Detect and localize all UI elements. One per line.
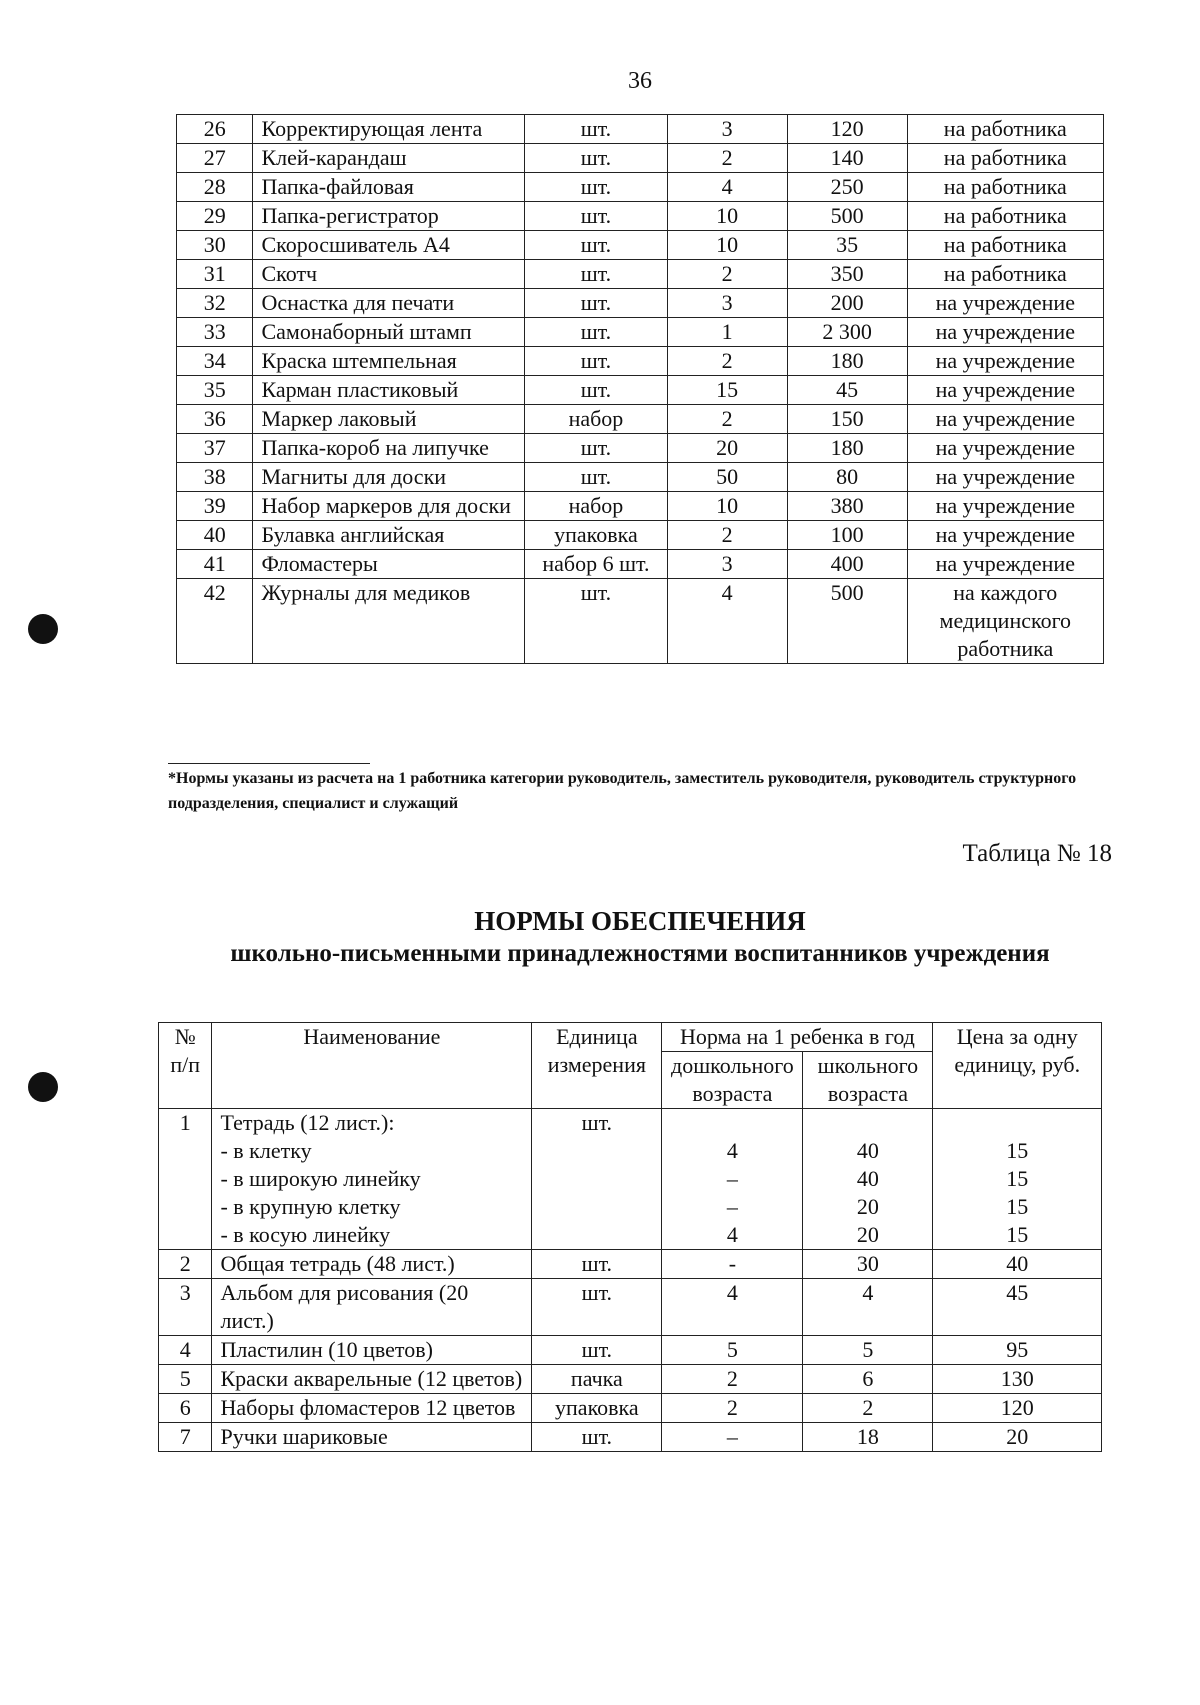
binder-hole-mark <box>28 1072 58 1102</box>
row-name: Папка-короб на липучке <box>253 434 525 463</box>
table-row <box>177 434 1104 463</box>
sub-item-school: 20 <box>856 1194 879 1219</box>
table-row <box>177 173 1104 202</box>
table-row <box>177 260 1104 289</box>
row-name: Набор маркеров для доски <box>253 492 525 521</box>
row-unit: шт. <box>525 463 667 492</box>
table-row <box>159 1109 1102 1250</box>
row-qty: 4 <box>667 173 787 202</box>
row-preschool: 2 <box>662 1365 803 1394</box>
row-price: 200 <box>787 289 907 318</box>
row-num: 37 <box>177 434 253 463</box>
row-price: 45 <box>787 376 907 405</box>
row-qty: 3 <box>667 550 787 579</box>
row-price: 380 <box>787 492 907 521</box>
row-num: 35 <box>177 376 253 405</box>
row-unit: шт. <box>532 1250 662 1279</box>
row-name: Папка-регистратор <box>253 202 525 231</box>
row-num: 36 <box>177 405 253 434</box>
row-note: на работника <box>907 260 1103 289</box>
row-qty: 2 <box>667 260 787 289</box>
sub-item-price: 15 <box>1006 1166 1029 1191</box>
table-row <box>177 550 1104 579</box>
row-unit: набор <box>525 405 667 434</box>
row-unit: шт. <box>525 376 667 405</box>
header-num: № п/п <box>159 1023 212 1109</box>
header-preschool: дошкольного возраста <box>662 1052 803 1109</box>
row-qty: 20 <box>667 434 787 463</box>
row-price <box>933 1109 1102 1250</box>
row-name: Наборы фломастеров 12 цветов <box>212 1394 532 1423</box>
sub-item-price: 15 <box>1006 1138 1029 1163</box>
row-name: Магниты для доски <box>253 463 525 492</box>
table-row <box>177 318 1104 347</box>
row-school <box>803 1109 933 1250</box>
table-row <box>177 289 1104 318</box>
row-qty: 50 <box>667 463 787 492</box>
row-note: на учреждение <box>907 492 1103 521</box>
sub-item-preschool: – <box>726 1166 738 1191</box>
row-unit: набор 6 шт. <box>525 550 667 579</box>
table-row <box>159 1250 1102 1279</box>
sub-item-name: - в крупную клетку <box>220 1194 401 1219</box>
row-num: 31 <box>177 260 253 289</box>
row-name: Корректирующая лента <box>253 115 525 144</box>
norms-table-body <box>159 1109 1102 1452</box>
row-school: 30 <box>803 1250 933 1279</box>
row-unit: шт. <box>525 144 667 173</box>
row-name: Карман пластиковый <box>253 376 525 405</box>
row-price: 250 <box>787 173 907 202</box>
row-note: на работника <box>907 173 1103 202</box>
table-row <box>177 405 1104 434</box>
footnote-rule <box>168 763 370 764</box>
row-name: Краска штемпельная <box>253 347 525 376</box>
row-unit: шт. <box>525 231 667 260</box>
row-qty: 2 <box>667 347 787 376</box>
table-row <box>159 1279 1102 1336</box>
row-num: 34 <box>177 347 253 376</box>
row-name: Папка-файловая <box>253 173 525 202</box>
table-row <box>177 579 1104 664</box>
row-qty: 10 <box>667 202 787 231</box>
table-row <box>177 144 1104 173</box>
row-title: Тетрадь (12 лист.): <box>220 1110 395 1135</box>
row-price: 150 <box>787 405 907 434</box>
row-note: на учреждение <box>907 289 1103 318</box>
header-unit: Единица измерения <box>532 1023 662 1109</box>
row-note: на учреждение <box>907 376 1103 405</box>
row-school: 2 <box>803 1394 933 1423</box>
row-unit: шт. <box>525 434 667 463</box>
row-price: 40 <box>933 1250 1102 1279</box>
norms-table-header <box>159 1023 1102 1109</box>
school-supplies-norms-table <box>158 1022 1102 1452</box>
row-preschool <box>662 1109 803 1250</box>
row-qty: 15 <box>667 376 787 405</box>
row-unit: упаковка <box>532 1394 662 1423</box>
row-num: 33 <box>177 318 253 347</box>
row-num: 32 <box>177 289 253 318</box>
row-name: Фломастеры <box>253 550 525 579</box>
row-note: на учреждение <box>907 521 1103 550</box>
sub-item-name: - в косую линейку <box>220 1222 391 1247</box>
row-school: 5 <box>803 1336 933 1365</box>
row-unit: шт. <box>525 202 667 231</box>
row-unit: шт. <box>525 289 667 318</box>
row-name: Общая тетрадь (48 лист.) <box>212 1250 532 1279</box>
table-row <box>177 115 1104 144</box>
row-unit: шт. <box>525 318 667 347</box>
row-qty: 10 <box>667 231 787 260</box>
table-row <box>159 1394 1102 1423</box>
row-note: на работника <box>907 231 1103 260</box>
row-price: 130 <box>933 1365 1102 1394</box>
supplies-table-body <box>177 115 1104 664</box>
row-num: 41 <box>177 550 253 579</box>
row-price: 180 <box>787 347 907 376</box>
row-num: 38 <box>177 463 253 492</box>
row-unit: шт. <box>525 173 667 202</box>
row-name: Скоросшиватель А4 <box>253 231 525 260</box>
row-num: 28 <box>177 173 253 202</box>
sub-item-school: 40 <box>856 1166 879 1191</box>
row-name <box>212 1109 532 1250</box>
row-note: на учреждение <box>907 550 1103 579</box>
row-qty: 2 <box>667 521 787 550</box>
row-unit: упаковка <box>525 521 667 550</box>
table-subtitle: школьно-письменными принадлежностями воспитанников учреждения <box>230 940 1050 967</box>
table-row <box>159 1365 1102 1394</box>
row-unit: шт. <box>525 347 667 376</box>
row-num: 1 <box>159 1109 212 1250</box>
row-name: Краски акварельные (12 цветов) <box>212 1365 532 1394</box>
row-num: 40 <box>177 521 253 550</box>
row-note: на работника <box>907 202 1103 231</box>
row-price: 20 <box>933 1423 1102 1452</box>
row-qty: 3 <box>667 115 787 144</box>
table-title: НОРМЫ ОБЕСПЕЧЕНИЯ <box>474 906 806 936</box>
header-norm: Норма на 1 ребенка в год <box>662 1023 933 1052</box>
row-price: 95 <box>933 1336 1102 1365</box>
row-num: 5 <box>159 1365 212 1394</box>
sub-item-school: 20 <box>856 1222 879 1247</box>
row-name: Альбом для рисования (20 лист.) <box>212 1279 532 1336</box>
row-name: Скотч <box>253 260 525 289</box>
row-num: 3 <box>159 1279 212 1336</box>
row-note: на каждого медицинского работника <box>907 579 1103 664</box>
row-qty: 1 <box>667 318 787 347</box>
table-row <box>177 347 1104 376</box>
row-qty: 4 <box>667 579 787 664</box>
sub-item-name: - в широкую линейку <box>220 1166 421 1191</box>
row-unit: шт. <box>525 260 667 289</box>
row-unit: пачка <box>532 1365 662 1394</box>
row-num: 30 <box>177 231 253 260</box>
header-name: Наименование <box>212 1023 532 1109</box>
row-qty: 2 <box>667 405 787 434</box>
row-name: Журналы для медиков <box>253 579 525 664</box>
table-row <box>177 376 1104 405</box>
row-num: 2 <box>159 1250 212 1279</box>
row-unit: шт. <box>525 115 667 144</box>
row-unit: набор <box>525 492 667 521</box>
row-price: 500 <box>787 202 907 231</box>
table-row <box>177 231 1104 260</box>
row-unit: шт. <box>525 579 667 664</box>
row-num: 29 <box>177 202 253 231</box>
row-preschool: 5 <box>662 1336 803 1365</box>
row-unit: шт. <box>532 1109 662 1250</box>
sub-item-preschool: 4 <box>726 1138 738 1163</box>
binder-hole-mark <box>28 614 58 644</box>
row-note: на работника <box>907 144 1103 173</box>
table-row <box>177 492 1104 521</box>
row-note: на учреждение <box>907 318 1103 347</box>
row-price: 120 <box>787 115 907 144</box>
row-price: 2 300 <box>787 318 907 347</box>
row-name: Оснастка для печати <box>253 289 525 318</box>
table-row <box>159 1336 1102 1365</box>
sub-item-price: 15 <box>1006 1194 1029 1219</box>
table-row <box>177 463 1104 492</box>
row-price: 120 <box>933 1394 1102 1423</box>
footnote: *Нормы указаны из расчета на 1 работника категории руководитель, заместитель руководителя, руководитель структурного подразделения, специалист и служащий <box>168 770 1077 812</box>
row-preschool: 2 <box>662 1394 803 1423</box>
row-name: Клей-карандаш <box>253 144 525 173</box>
row-unit: шт. <box>532 1423 662 1452</box>
row-num: 39 <box>177 492 253 521</box>
row-note: на учреждение <box>907 463 1103 492</box>
row-note: на учреждение <box>907 434 1103 463</box>
row-num: 4 <box>159 1336 212 1365</box>
sub-item-price: 15 <box>1006 1222 1029 1247</box>
row-name: Самонаборный штамп <box>253 318 525 347</box>
row-preschool: – <box>662 1423 803 1452</box>
row-price: 45 <box>933 1279 1102 1336</box>
table-row <box>159 1423 1102 1452</box>
row-num: 7 <box>159 1423 212 1452</box>
row-note: на учреждение <box>907 405 1103 434</box>
table-row <box>177 202 1104 231</box>
row-price: 500 <box>787 579 907 664</box>
row-name: Пластилин (10 цветов) <box>212 1336 532 1365</box>
row-note: на учреждение <box>907 347 1103 376</box>
row-preschool: 4 <box>662 1279 803 1336</box>
row-name: Булавка английская <box>253 521 525 550</box>
table-number: Таблица № 18 <box>962 840 1112 867</box>
row-name: Ручки шариковые <box>212 1423 532 1452</box>
row-num: 26 <box>177 115 253 144</box>
header-school: школьного возраста <box>803 1052 933 1109</box>
row-school: 4 <box>803 1279 933 1336</box>
row-name: Маркер лаковый <box>253 405 525 434</box>
row-qty: 10 <box>667 492 787 521</box>
supplies-table-continued <box>176 114 1104 664</box>
row-price: 80 <box>787 463 907 492</box>
row-school: 18 <box>803 1423 933 1452</box>
row-price: 140 <box>787 144 907 173</box>
sub-item-preschool: – <box>726 1194 738 1219</box>
row-note: на работника <box>907 115 1103 144</box>
row-unit: шт. <box>532 1279 662 1336</box>
sub-item-preschool: 4 <box>726 1222 738 1247</box>
sub-item-name: - в клетку <box>220 1138 312 1163</box>
header-price: Цена за одну единицу, руб. <box>933 1023 1102 1109</box>
page-number: 36 <box>628 68 652 94</box>
row-price: 100 <box>787 521 907 550</box>
row-qty: 3 <box>667 289 787 318</box>
row-school: 6 <box>803 1365 933 1394</box>
row-num: 6 <box>159 1394 212 1423</box>
row-num: 27 <box>177 144 253 173</box>
row-price: 350 <box>787 260 907 289</box>
row-price: 35 <box>787 231 907 260</box>
row-num: 42 <box>177 579 253 664</box>
row-qty: 2 <box>667 144 787 173</box>
row-price: 180 <box>787 434 907 463</box>
sub-item-school: 40 <box>856 1138 879 1163</box>
header-row <box>159 1023 1102 1052</box>
table-row <box>177 521 1104 550</box>
row-preschool: - <box>662 1250 803 1279</box>
row-unit: шт. <box>532 1336 662 1365</box>
row-price: 400 <box>787 550 907 579</box>
